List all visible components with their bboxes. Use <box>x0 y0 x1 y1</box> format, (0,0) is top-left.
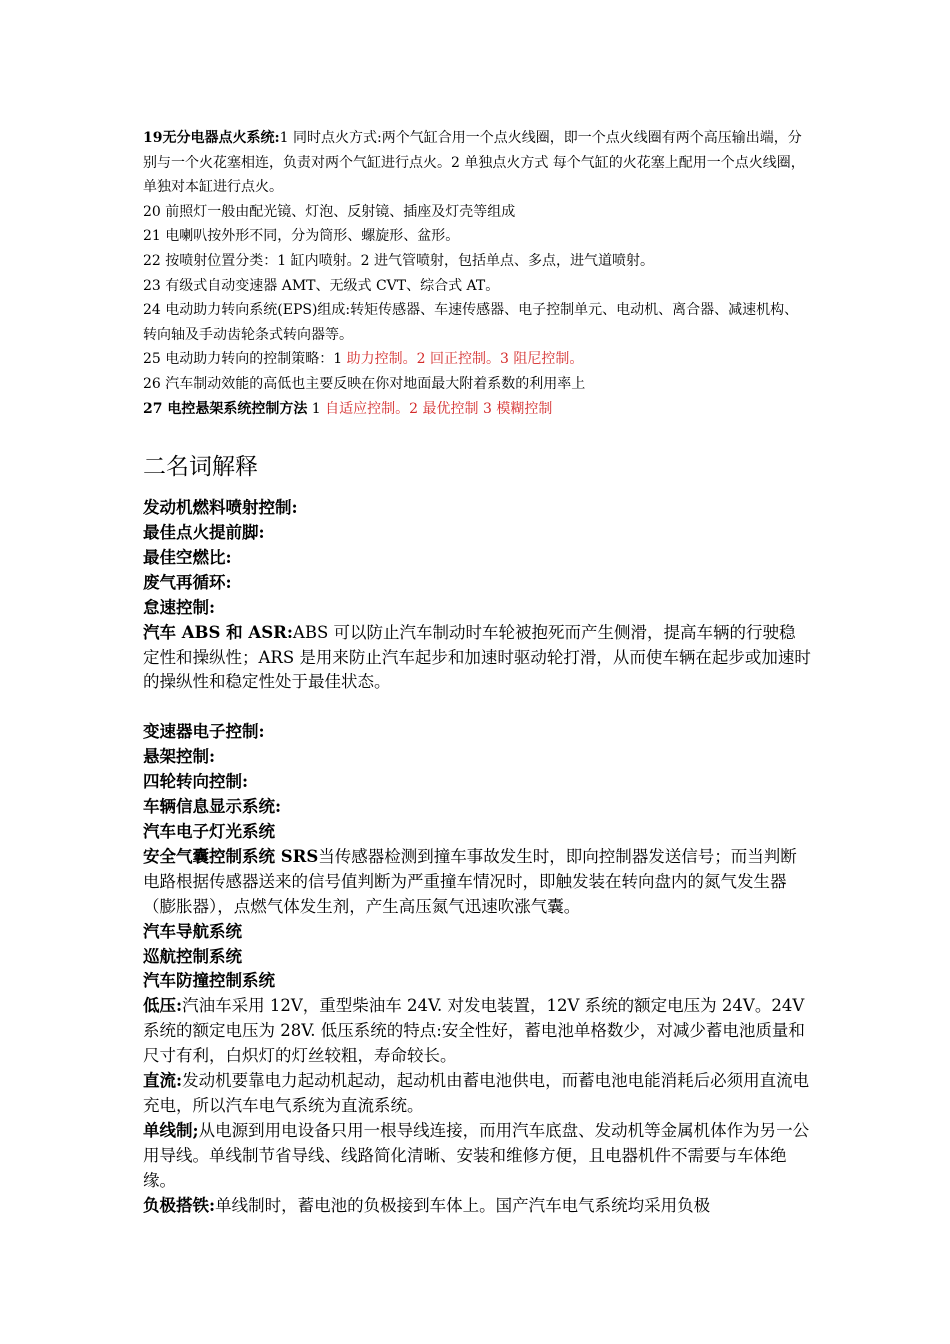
term-cruise-control: 巡航控制系统 <box>143 946 242 966</box>
item-title: 无分电器点火系统: <box>162 130 280 146</box>
term-fuel-injection: 发动机燃料喷射控制: <box>143 498 298 518</box>
list-item-27 <box>143 397 811 422</box>
list-item-22: 22 按喷射位置分类：1 缸内喷射。2 进气管喷射，包括单点、多点，进气道喷射。 <box>143 252 654 269</box>
term-info-display: 车辆信息显示系统: <box>143 797 282 817</box>
term-definition: 当传感器检测到撞车事故发生时，即向控制器发送信号；而当判断电路根据传感器送来的信号值判断为严重撞车情况时，即触发装在转向盘内的氮气发生器（膨胀器），点燃气体发生剂，产生高压氮气迅速吹涨气囊。 <box>143 846 797 916</box>
term-title: 负极搭铁: <box>143 1195 216 1215</box>
glossary <box>143 496 811 1218</box>
term-title: 直流: <box>143 1071 183 1091</box>
term-negative-ground <box>143 1194 811 1219</box>
term-collision-avoidance: 汽车防撞控制系统 <box>143 971 275 991</box>
term-definition: 从电源到用电设备只用一根导线连接，而用汽车底盘、发动机等金属机体作为另一公用导线。单线制节省导线、线路简化清晰、安装和维修方便，且电器机件不需要与车体绝缘。 <box>143 1120 810 1190</box>
term-srs <box>143 845 811 920</box>
item-title: 27 电控悬架系统控制方法 <box>143 400 308 417</box>
term-title: 汽车 ABS 和 ASR: <box>143 622 293 642</box>
item-text: 1 <box>307 400 326 417</box>
term-four-wheel-steering: 四轮转向控制: <box>143 772 249 792</box>
list-item-20: 20 前照灯一般由配光镜、灯泡、反射镜、插座及灯壳等组成 <box>143 203 516 220</box>
numbered-list <box>143 126 811 421</box>
item-text: 25 电动助力转向的控制策略：1 <box>143 351 347 368</box>
highlighted-text: 助力控制。2 回正控制。3 阻尼控制。 <box>346 351 584 368</box>
item-number: 19 <box>143 130 163 146</box>
term-single-wire <box>143 1119 811 1194</box>
section-heading: 二名词解释 <box>143 454 258 481</box>
term-definition: 汽油车采用 12V，重型柴油车 24V. 对发电装置，12V 系统的额定电压为 24V。24V 系统的额定电压为 28V. 低压系统的特点:安全性好，蓄电池单格数少，对减少蓄电池质量和尺寸有利，白炽灯的灯丝较粗，寿命较长。 <box>143 996 805 1066</box>
list-item-21: 21 电喇叭按外形不同，分为筒形、螺旋形、盆形。 <box>143 228 460 245</box>
term-suspension-control: 悬架控制: <box>143 747 216 767</box>
item-text: 1 同时点火方式:两个气缸合用一个点火线圈，即一个点火线圈有两个高压输出端，分别与一个火花塞相连，负责对两个气缸进行点火。2 单独点火方式 每个气缸的火花塞上配用一个点火线圈，单独对本缸进行点火。 <box>143 130 805 196</box>
term-transmission-control: 变速器电子控制: <box>143 722 265 742</box>
term-title: 低压: <box>143 996 183 1016</box>
term-idle-control: 怠速控制: <box>143 597 216 617</box>
term-low-voltage <box>143 994 811 1069</box>
spacer <box>143 695 811 720</box>
term-title: 安全气囊控制系统 SRS <box>143 846 319 866</box>
term-title: 单线制; <box>143 1120 199 1140</box>
term-definition: 发动机要靠电力起动机起动，起动机由蓄电池供电，而蓄电池电能消耗后必须用直流电充电，所以汽车电气系统为直流系统。 <box>143 1071 810 1115</box>
term-abs-asr <box>143 621 811 696</box>
term-lighting-system: 汽车电子灯光系统 <box>143 822 275 841</box>
list-item-26: 26 汽车制动效能的高低也主要反映在你对地面最大附着系数的利用率上 <box>143 375 586 392</box>
term-air-fuel-ratio: 最佳空燃比: <box>143 547 232 567</box>
list-item-25 <box>143 347 811 372</box>
list-item-24: 24 电动助力转向系统(EPS)组成:转矩传感器、车速传感器、电子控制单元、电动机、离合器、减速机构、转向轴及手动齿轮条式转向器等。 <box>143 302 799 343</box>
list-item-23: 23 有级式自动变速器 AMT、无级式 CVT、综合式 AT。 <box>143 277 500 294</box>
highlighted-text: 自适应控制。2 最优控制 3 模糊控制 <box>325 400 553 417</box>
list-item-19 <box>143 126 811 200</box>
term-definition: 单线制时，蓄电池的负极接到车体上。国产汽车电气系统均采用负极 <box>215 1195 711 1215</box>
term-navigation: 汽车导航系统 <box>143 921 242 941</box>
term-ignition-advance: 最佳点火提前脚: <box>143 523 265 543</box>
term-direct-current <box>143 1069 811 1119</box>
document-page <box>143 126 811 1219</box>
term-definition: ABS 可以防止汽车制动时车轮被抱死而产生侧滑，提高车辆的行驶稳定性和操纵性；ARS 是用来防止汽车起步和加速时驱动轮打滑，从而使车辆在起步或加速时的操纵性和稳定性处于最佳状态。 <box>143 622 811 692</box>
term-egr: 废气再循环: <box>143 572 232 592</box>
